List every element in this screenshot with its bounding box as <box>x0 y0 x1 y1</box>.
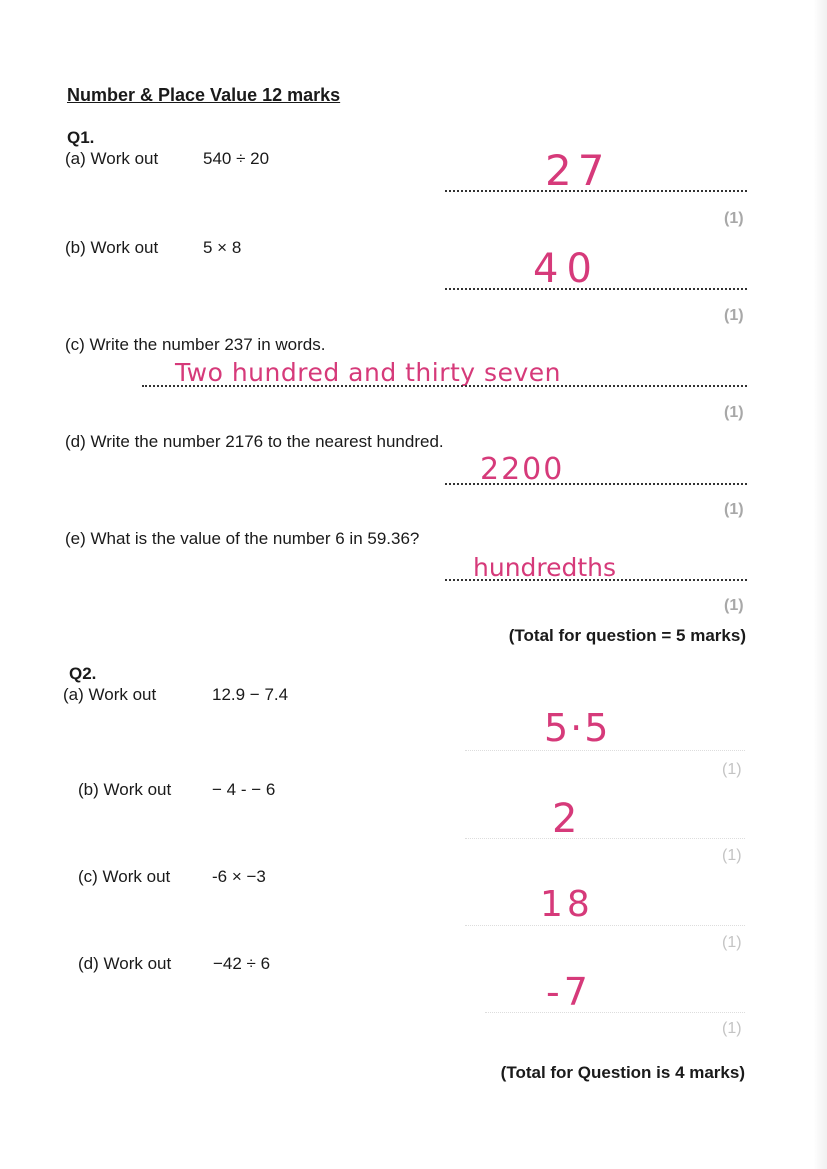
q2b-expression: − 4 - − 6 <box>212 780 276 799</box>
q1c-answer: Two hundred and thirty seven <box>175 358 561 387</box>
q1e-prompt: (e) What is the value of the number 6 in 59.36? <box>65 529 420 548</box>
q2a-expression: 12.9 − 7.4 <box>212 685 289 704</box>
q2d-answer-line <box>485 1012 745 1013</box>
q1a-answer-line <box>445 190 747 192</box>
q2c-marks: (1) <box>722 934 742 951</box>
q2c-answer-line <box>465 925 745 926</box>
q1e-answer: hundredths <box>473 553 617 582</box>
worksheet-title: Number & Place Value 12 marks <box>67 85 341 105</box>
q1-label: Q1. <box>67 128 95 147</box>
q1a-expression: 540 ÷ 20 <box>203 149 270 168</box>
q2d-expression: −42 ÷ 6 <box>213 954 271 973</box>
q2a-answer-line <box>465 750 745 751</box>
q2-total: (Total for Question is 4 marks) <box>500 1063 745 1082</box>
q1e-answer-line <box>445 579 747 581</box>
q2d-marks: (1) <box>722 1020 742 1037</box>
q2b-marks: (1) <box>722 847 742 864</box>
q1b-answer: 40 <box>533 246 600 292</box>
q1c-prompt: (c) Write the number 237 in words. <box>65 335 326 354</box>
q1c-marks: (1) <box>724 404 744 421</box>
q1d-marks: (1) <box>724 501 744 518</box>
q1b-expression: 5 × 8 <box>203 238 242 257</box>
q1e-marks: (1) <box>724 597 744 614</box>
q2c-expression: -6 × −3 <box>212 867 266 886</box>
q2d-prompt: (d) Work out <box>78 954 172 973</box>
q1d-prompt: (d) Write the number 2176 to the nearest hundred. <box>65 432 444 451</box>
q1b-prompt: (b) Work out <box>65 238 159 257</box>
q2c-prompt: (c) Work out <box>78 867 171 886</box>
q2b-prompt: (b) Work out <box>78 780 172 799</box>
q2b-answer: 2 <box>552 796 578 842</box>
q1a-prompt: (a) Work out <box>65 149 159 168</box>
page-edge-shadow <box>813 0 827 1169</box>
q1a-marks: (1) <box>724 210 744 227</box>
q1-total: (Total for question = 5 marks) <box>508 626 746 645</box>
q2-label: Q2. <box>69 664 97 683</box>
q1a-answer: 27 <box>545 146 611 195</box>
q1d-answer-line <box>445 483 747 485</box>
q2a-prompt: (a) Work out <box>63 685 157 704</box>
q2a-answer: 5·5 <box>544 706 611 750</box>
q1b-marks: (1) <box>724 307 744 324</box>
q2b-answer-line <box>465 838 745 839</box>
q1c-answer-line <box>142 385 747 387</box>
q2a-marks: (1) <box>722 761 742 778</box>
q1d-answer: 2200 <box>480 452 565 487</box>
q2c-answer: 18 <box>540 884 594 925</box>
q2d-answer: -7 <box>546 970 592 1014</box>
q1b-answer-line <box>445 288 747 290</box>
